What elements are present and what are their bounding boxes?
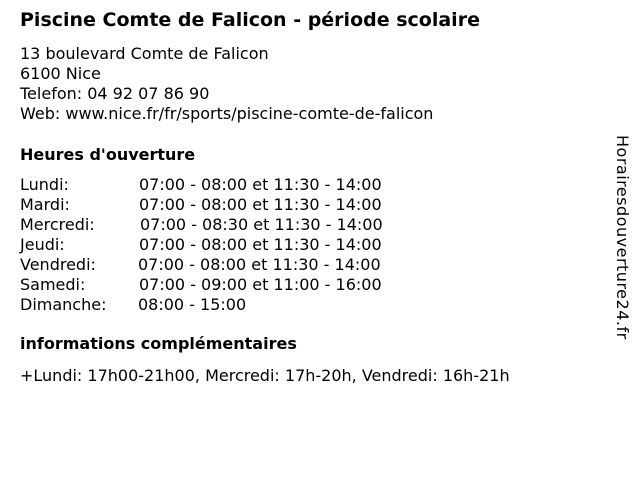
hours-heading: Heures d'ouverture <box>20 145 196 164</box>
additional-info-heading: informations complémentaires <box>20 334 297 353</box>
time-range: 07:00 - 08:00 et 11:30 - 14:00 <box>139 175 382 194</box>
city: 6100 Nice <box>20 64 101 83</box>
time-range: 07:00 - 09:00 et 11:00 - 16:00 <box>139 275 382 294</box>
time-range: 08:00 - 15:00 <box>138 295 247 314</box>
page-title: Piscine Comte de Falicon - période scolaire <box>20 9 480 31</box>
day-label: Dimanche: <box>20 295 107 314</box>
time-range: 07:00 - 08:00 et 11:30 - 14:00 <box>138 255 381 274</box>
day-label: Samedi: <box>20 275 86 294</box>
website-link[interactable]: Web: www.nice.fr/fr/sports/piscine-comte-de-falicon <box>20 104 434 123</box>
day-label: Vendredi: <box>20 255 96 274</box>
time-range: 07:00 - 08:00 et 11:30 - 14:00 <box>139 195 382 214</box>
phone-number: Telefon: 04 92 07 86 90 <box>20 84 210 103</box>
street-address: 13 boulevard Comte de Falicon <box>20 44 269 63</box>
time-range: 07:00 - 08:00 et 11:30 - 14:00 <box>139 235 382 254</box>
time-range: 07:00 - 08:30 et 11:30 - 14:00 <box>140 215 383 234</box>
day-label: Mercredi: <box>20 215 95 234</box>
watermark-site-name: Horairesdouverture24.fr <box>613 135 632 340</box>
day-label: Lundi: <box>20 175 69 194</box>
day-label: Mardi: <box>20 195 70 214</box>
address-block <box>20 44 433 124</box>
additional-info-text: +Lundi: 17h00-21h00, Mercredi: 17h-20h, Vendredi: 16h-21h <box>20 366 510 385</box>
day-label: Jeudi: <box>20 235 65 254</box>
